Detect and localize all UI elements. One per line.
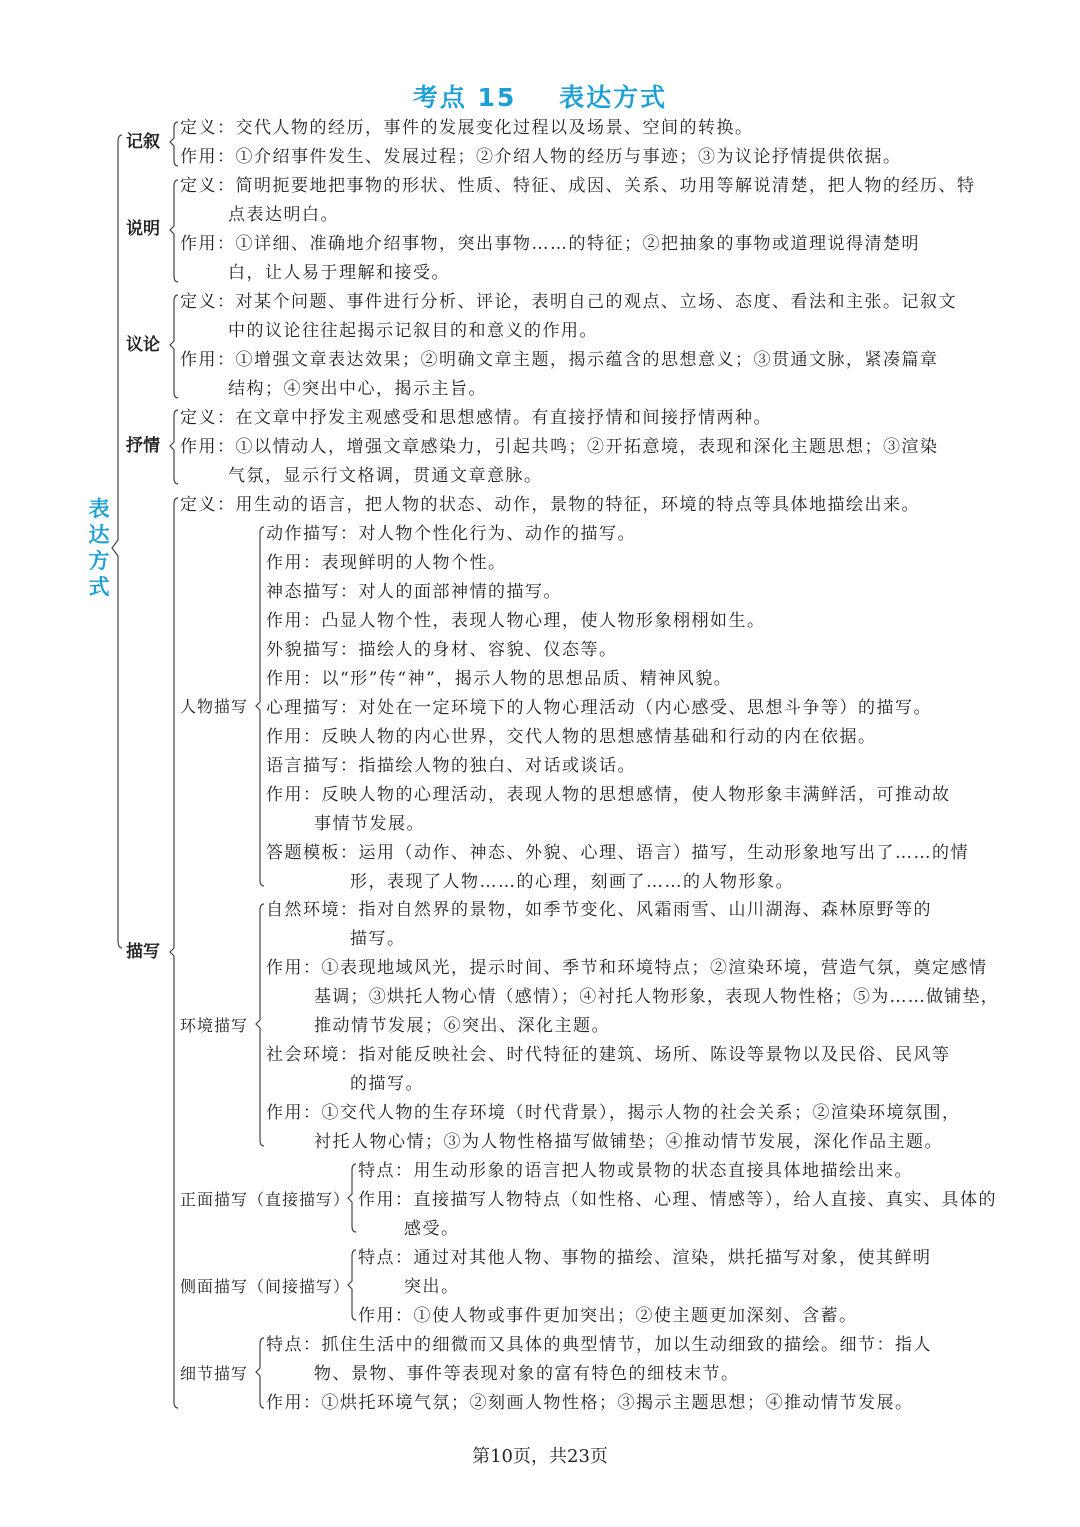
renwu-line: 形，表现了人物……的心理，刻画了……的人物形象。 [350, 872, 794, 892]
renwu-line: 神态描写：对人的面部神情的描写。 [266, 582, 562, 602]
jixu-function: 作用：①介绍事件发生、发展过程；②介绍人物的经历与事迹；③为议论抒情提供依据。 [180, 147, 902, 167]
cemian-line: 作用：①使人物或事件更加突出；②使主题更加深刻、含蓄。 [358, 1306, 858, 1326]
yilun-definition-1: 定义：对某个问题、事件进行分析、评论，表明自己的观点、立场、态度、看法和主张。记叙文 [180, 292, 957, 312]
xijie-line: 作用：①烘托环境气氛；②刻画人物性格；③揭示主题思想；④推动情节发展。 [266, 1393, 914, 1413]
renwu-line: 作用：反映人物的内心世界，交代人物的思想感情基础和行动的内在依据。 [266, 727, 877, 747]
zhengmian-line: 感受。 [404, 1219, 460, 1239]
shuoming-definition-1: 定义：简明扼要地把事物的形状、性质、特征、成因、关系、功用等解说清楚，把人物的经历、特 [180, 176, 976, 196]
cemian-line: 特点：通过对其他人物、事物的描绘、渲染，烘托描写对象，使其鲜明 [358, 1248, 932, 1268]
title-code: 考点 15 [412, 83, 517, 112]
title-name: 表达方式 [559, 83, 668, 112]
cemian-label: 侧面描写（间接描写） [180, 1277, 351, 1296]
zhengmian-label: 正面描写（直接描写） [180, 1190, 351, 1209]
jixu-definition: 定义：交代人物的经历，事件的发展变化过程以及场景、空间的转换。 [180, 118, 754, 138]
huanjing-line: 衬托人物心情；③为人物性格描写做铺垫；④推动情节发展，深化作品主题。 [314, 1132, 943, 1152]
huanjing-line: 作用：①表现地域风光，提示时间、季节和环境特点；②渲染环境，营造气氛，奠定感情 [266, 958, 988, 978]
jixu-label: 记叙 [126, 132, 160, 152]
renwu-line: 心理描写：对处在一定环境下的人物心理活动（内心感受、思想斗争等）的描写。 [266, 698, 932, 718]
xijie-label: 细节描写 [180, 1364, 249, 1383]
renwu-line: 语言描写：指描绘人物的独白、对话或谈话。 [266, 756, 636, 776]
zhengmian-line: 作用：直接描写人物特点（如性格、心理、情感等），给人直接、真实、具体的 [358, 1190, 997, 1210]
renwu-line: 外貌描写：描绘人的身材、容貌、仪态等。 [266, 640, 618, 660]
huanjing-line: 基调；③烘托人物心情（感情）；④衬托人物形象，表现人物性格；⑤为……做铺垫， [314, 987, 999, 1007]
renwu-line: 作用：表现鲜明的人物个性。 [266, 553, 507, 573]
shuqing-function-2: 气氛，显示行文格调，贯通文章意脉。 [228, 466, 543, 486]
shuoming-label: 说明 [126, 219, 160, 239]
huanjing-line: 的描写。 [350, 1074, 424, 1094]
renwu-line: 动作描写：对人物个性化行为、动作的描写。 [266, 524, 636, 544]
huanjing-label: 环境描写 [180, 1016, 249, 1035]
renwu-line: 作用：反映人物的心理活动，表现人物的思想感情，使人物形象丰满鲜活，可推动故 [266, 785, 951, 805]
renwu-label: 人物描写 [180, 697, 249, 716]
huanjing-line: 作用：①交代人物的生存环境（时代背景），揭示人物的社会关系；②渲染环境氛围， [266, 1103, 961, 1123]
renwu-line: 作用：凸显人物个性，表现人物心理，使人物形象栩栩如生。 [266, 611, 766, 631]
huanjing-line: 描写。 [350, 929, 406, 949]
shuqing-label: 抒情 [126, 436, 160, 456]
shuoming-definition-2: 点表达明白。 [228, 205, 339, 225]
shuoming-function-1: 作用：①详细、准确地介绍事物，突出事物……的特征；②把抽象的事物或道理说得清楚明 [180, 234, 920, 254]
huanjing-line: 推动情节发展；⑥突出、深化主题。 [314, 1016, 610, 1036]
cemian-line: 突出。 [404, 1277, 460, 1297]
renwu-line: 答题模板：运用（动作、神态、外貌、心理、语言）描写，生动形象地写出了……的情 [266, 843, 969, 863]
renwu-line: 事情节发展。 [314, 814, 425, 834]
huanjing-line: 社会环境：指对能反映社会、时代特征的建筑、场所、陈设等景物以及民俗、民风等 [266, 1045, 951, 1065]
renwu-line: 作用：以“形”传“神”，揭示人物的思想品质、精神风貌。 [266, 669, 733, 689]
xijie-line: 物、景物、事件等表现对象的富有特色的细枝末节。 [314, 1364, 740, 1384]
yilun-definition-2: 中的议论往往起揭示记叙目的和意义的作用。 [228, 321, 598, 341]
miaoxie-definition: 定义：用生动的语言，把人物的状态、动作，景物的特征，环境的特点等具体地描绘出来。 [180, 495, 920, 515]
miaoxie-label: 描写 [126, 942, 160, 962]
yilun-label: 议论 [126, 335, 160, 355]
page-footer: 第10页，共23页 [472, 1446, 608, 1467]
yilun-function-2: 结构；④突出中心，揭示主旨。 [228, 379, 487, 399]
shuqing-definition: 定义：在文章中抒发主观感受和思想感情。有直接抒情和间接抒情两种。 [180, 408, 772, 428]
zhengmian-line: 特点：用生动形象的语言把人物或景物的状态直接具体地描绘出来。 [358, 1161, 913, 1181]
shuoming-function-2: 白，让人易于理解和接受。 [228, 263, 450, 283]
shuqing-function-1: 作用：①以情动人，增强文章感染力，引起共鸣；②开拓意境，表现和深化主题思想；③渲染 [180, 437, 939, 457]
yilun-function-1: 作用：①增强文章表达效果；②明确文章主题，揭示蕴含的思想意义；③贯通文脉，紧凑篇章 [180, 350, 939, 370]
xijie-line: 特点：抓住生活中的细微而又具体的典型情节，加以生动细致的描绘。细节：指人 [266, 1335, 932, 1355]
huanjing-line: 自然环境：指对自然界的景物，如季节变化、风霜雨雪、山川湖海、森林原野等的 [266, 900, 932, 920]
page-title [0, 78, 1080, 114]
root-label: 表达方式 [88, 497, 110, 599]
